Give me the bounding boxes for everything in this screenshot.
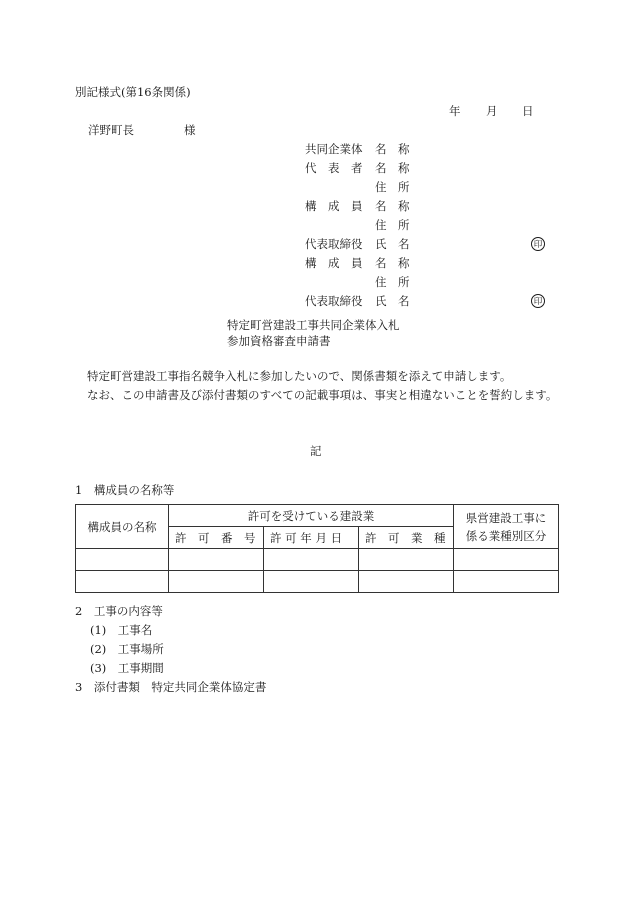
cell-license-number[interactable]: [169, 571, 264, 593]
member2-label: 構 成 員: [305, 256, 363, 270]
member1-label: 構 成 員: [305, 199, 363, 213]
body-paragraph-1: 特定町営建設工事指名競争入札に参加したいので、関係書類を添えて申請します。: [87, 369, 512, 383]
title-line-1: 特定町営建設工事共同企業体入札: [227, 318, 400, 332]
cell-member-name[interactable]: [76, 571, 169, 593]
cell-license-type[interactable]: [359, 571, 454, 593]
representative-label: 代 表 者: [305, 161, 363, 175]
cell-license-date[interactable]: [264, 549, 359, 571]
jv-name-label: 名 称: [375, 142, 410, 156]
representative-address-label: 住 所: [375, 180, 410, 194]
cell-license-number[interactable]: [169, 549, 264, 571]
section-2-heading: 2 工事の内容等: [75, 604, 163, 618]
members-table: [75, 504, 559, 593]
table-row: [76, 549, 559, 571]
header-category: [454, 505, 559, 549]
title-line-2: 参加資格審査申請書: [227, 334, 331, 348]
date-month: 月: [486, 104, 498, 118]
body-paragraph-2: なお、この申請書及び添付書類のすべての記載事項は、事実と相違ないことを誓約します。: [87, 388, 558, 402]
cell-license-type[interactable]: [359, 549, 454, 571]
list-item: (2) 工事場所: [90, 642, 164, 656]
table-row: [76, 571, 559, 593]
header-category-line-1: 県営建設工事に: [465, 510, 547, 525]
jv-label: 共同企業体: [305, 142, 363, 156]
seal-mark-1: 印: [531, 237, 545, 251]
date-day: 日: [522, 104, 534, 118]
header-license-group: 許可を受けている建設業: [169, 505, 454, 527]
member2-director-label: 代表取締役: [305, 294, 363, 308]
list-item: (1) 工事名: [90, 623, 153, 637]
section-1-heading: 1 構成員の名称等: [75, 483, 175, 497]
list-item: (3) 工事期間: [90, 661, 164, 675]
cell-license-date[interactable]: [264, 571, 359, 593]
header-license-type: 許 可 業 種: [359, 527, 454, 549]
date-year: 年: [449, 104, 461, 118]
addressee-honorific: 様: [184, 123, 196, 137]
representative-name-label: 名 称: [375, 161, 410, 175]
cell-category[interactable]: [454, 571, 559, 593]
member2-name-label: 名 称: [375, 256, 410, 270]
header-license-date: 許 可 年 月 日: [264, 527, 359, 549]
header-license-number: 許 可 番 号: [169, 527, 264, 549]
seal-mark-2: 印: [531, 294, 545, 308]
section-3-heading: 3 添付書類 特定共同企業体協定書: [75, 680, 267, 694]
member1-person-label: 氏 名: [375, 237, 410, 251]
addressee-name: 洋野町長: [88, 123, 134, 137]
member2-person-label: 氏 名: [375, 294, 410, 308]
member1-name-label: 名 称: [375, 199, 410, 213]
cell-member-name[interactable]: [76, 549, 169, 571]
cell-category[interactable]: [454, 549, 559, 571]
member1-director-label: 代表取締役: [305, 237, 363, 251]
member2-address-label: 住 所: [375, 275, 410, 289]
ki-heading: 記: [310, 444, 322, 458]
member1-address-label: 住 所: [375, 218, 410, 232]
header-category-line-2: 係る業種別区分: [465, 528, 547, 543]
header-member-name: 構成員の名称: [76, 505, 169, 549]
form-reference: 別記様式(第16条関係): [75, 85, 191, 99]
